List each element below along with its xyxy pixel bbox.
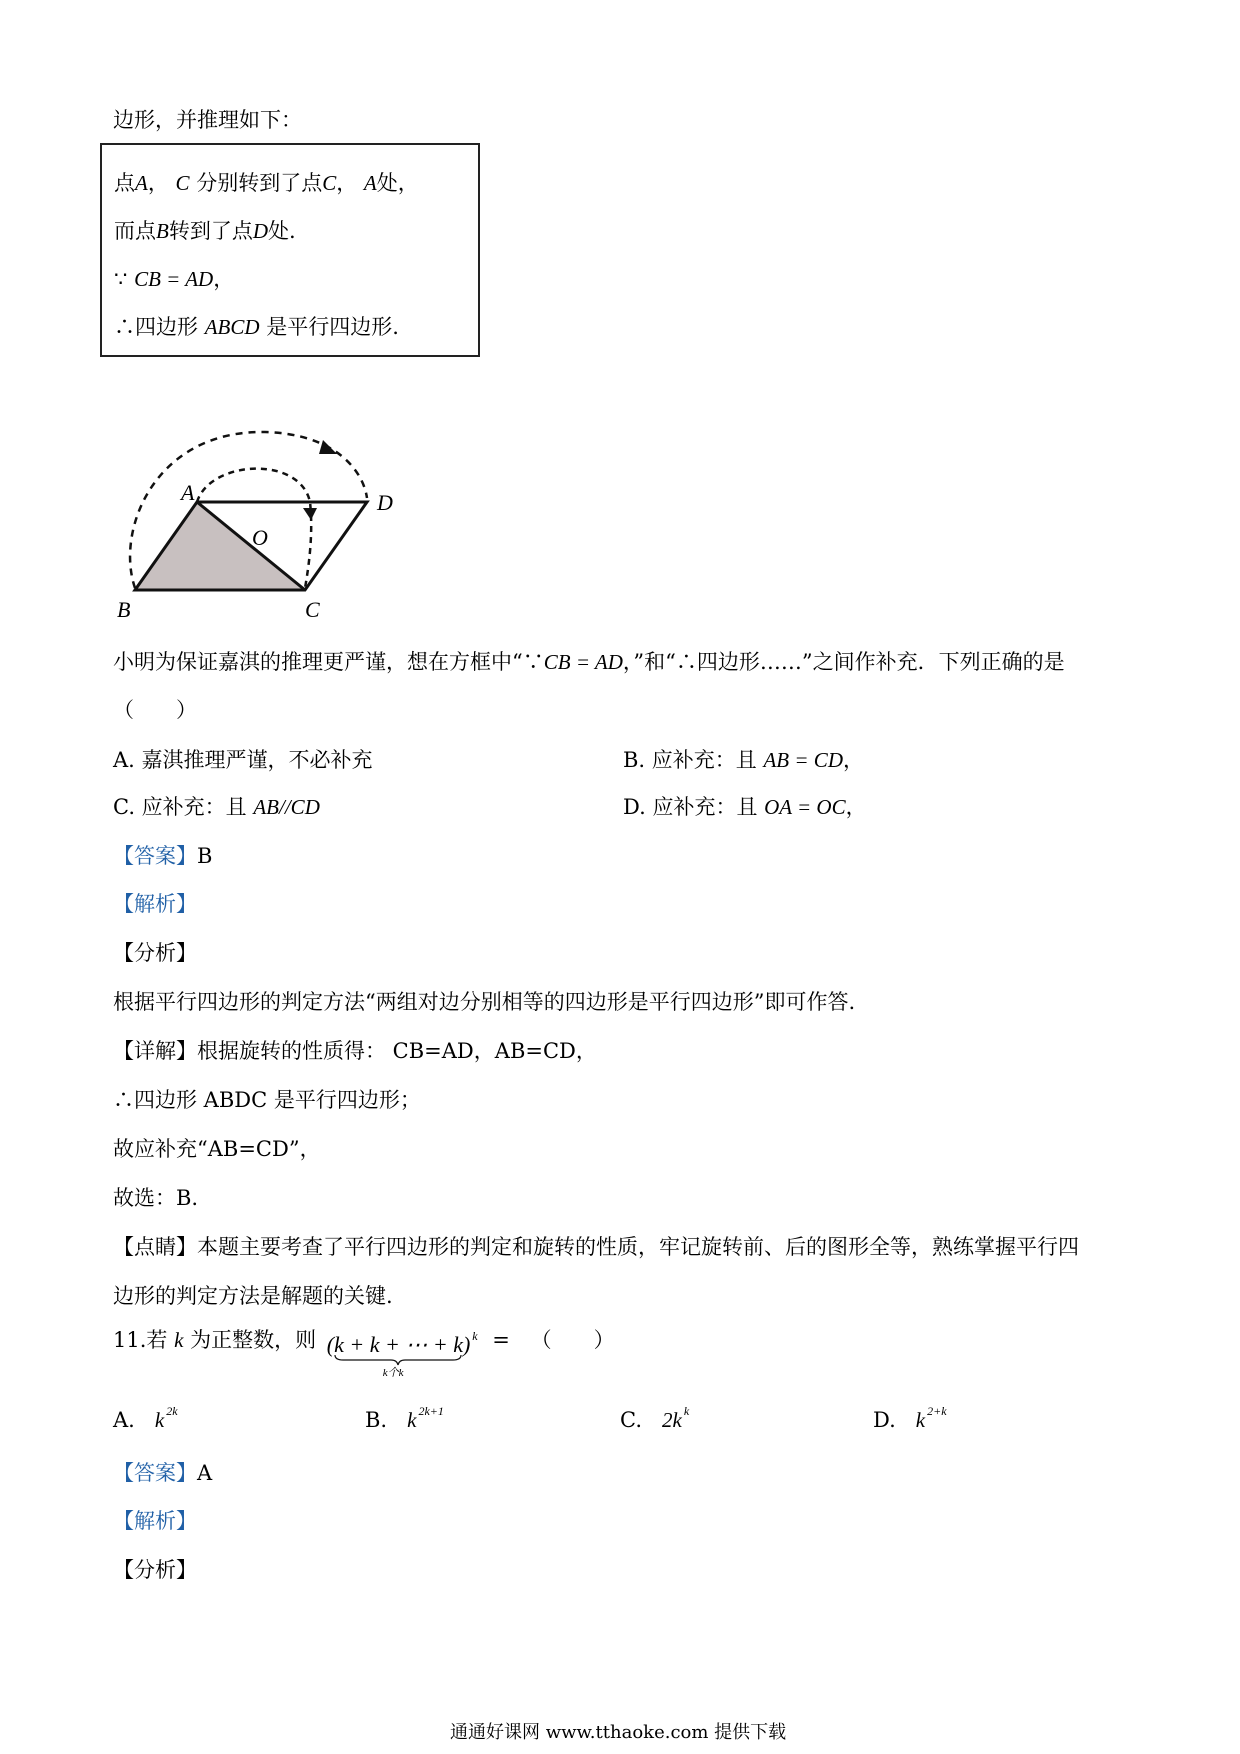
rotation-figure <box>105 410 425 625</box>
label-a: A <box>181 480 195 505</box>
q11-option-d: D. k $^{2+k}$ <box>873 1404 947 1432</box>
q10-xiangjie-line3: 故应补充“AB=CD”， <box>113 1137 321 1161</box>
label-d: D <box>377 490 393 515</box>
shaded-triangle <box>135 502 305 590</box>
q10-option-a: A. 嘉淇推理严谨，不必补充 <box>113 748 373 772</box>
q10-option-c: C. 应补充：且 AB//CD <box>113 795 320 819</box>
inner-arrow-head <box>303 508 317 520</box>
footer-credit[interactable]: 通通好课网 www.tthaoke.com 提供下载 <box>450 1722 787 1743</box>
q11-expression: (k + k + ⋯ + k) $^k$ k个k <box>326 1329 478 1379</box>
label-b: B <box>117 597 131 622</box>
q11-jiexi: 【解析】 <box>113 1509 197 1533</box>
q10-dianjing: 【点睛】本题主要考查了平行四边形的判定和旋转的性质，牢记旋转前、后的图形全等，熟练掌握平行四 <box>113 1235 1079 1259</box>
q11-option-b: B. k $^{2k+1}$ <box>365 1404 444 1432</box>
q11-answer: 【答案】A <box>113 1461 213 1485</box>
q11-fenxi: 【分析】 <box>113 1558 197 1582</box>
box-line-1: 点A， C 分别转到了点C， A处， <box>114 171 419 195</box>
q10-jiexi: 【解析】 <box>113 892 197 916</box>
label-o: O <box>252 525 268 550</box>
box-line-2: 而点B转到了点D处. <box>114 219 296 243</box>
q10-option-d: D. 应补充：且 OA = OC， <box>623 795 867 819</box>
reasoning-box <box>100 143 480 357</box>
q10-xiangjie: 【详解】根据旋转的性质得： CB=AD，AB=CD， <box>113 1039 597 1063</box>
q10-paren: （ ） <box>113 698 197 722</box>
q10-xiangjie-line2: ∴四边形 ABDC 是平行四边形； <box>113 1088 421 1112</box>
q10-answer: 【答案】B <box>113 844 213 868</box>
intro-text: 边形，并推理如下： <box>113 108 302 132</box>
outer-arrow-head <box>319 440 337 454</box>
q10-dianjing-line2: 边形的判定方法是解题的关键. <box>113 1284 393 1308</box>
label-c: C <box>305 597 320 622</box>
q11-option-a: A. k $^{2k}$ <box>113 1404 178 1432</box>
q10-stem: 小明为保证嘉淇的推理更严谨，想在方框中“∵CB = AD，”和“∴四边形……”之间作补充．下列正确的是 <box>113 650 1065 674</box>
box-line-4: ∴四边形 ABCD 是平行四边形. <box>114 315 399 339</box>
q11-option-c: C. 2k $^k$ <box>620 1404 690 1432</box>
underbrace <box>333 1354 463 1366</box>
q11-stem: 11.若 k 为正整数，则 (k + k + ⋯ + k) $^k$ k个k = （ ） <box>113 1328 615 1379</box>
box-line-3: ∵ CB = AD， <box>114 267 235 291</box>
q10-xiangjie-line4: 故选：B. <box>113 1186 199 1210</box>
q10-fenxi-text: 根据平行四边形的判定方法“两组对边分别相等的四边形是平行四边形”即可作答. <box>113 990 856 1014</box>
q10-fenxi: 【分析】 <box>113 941 197 965</box>
q10-option-b: B. 应补充：且 AB = CD， <box>623 748 864 772</box>
